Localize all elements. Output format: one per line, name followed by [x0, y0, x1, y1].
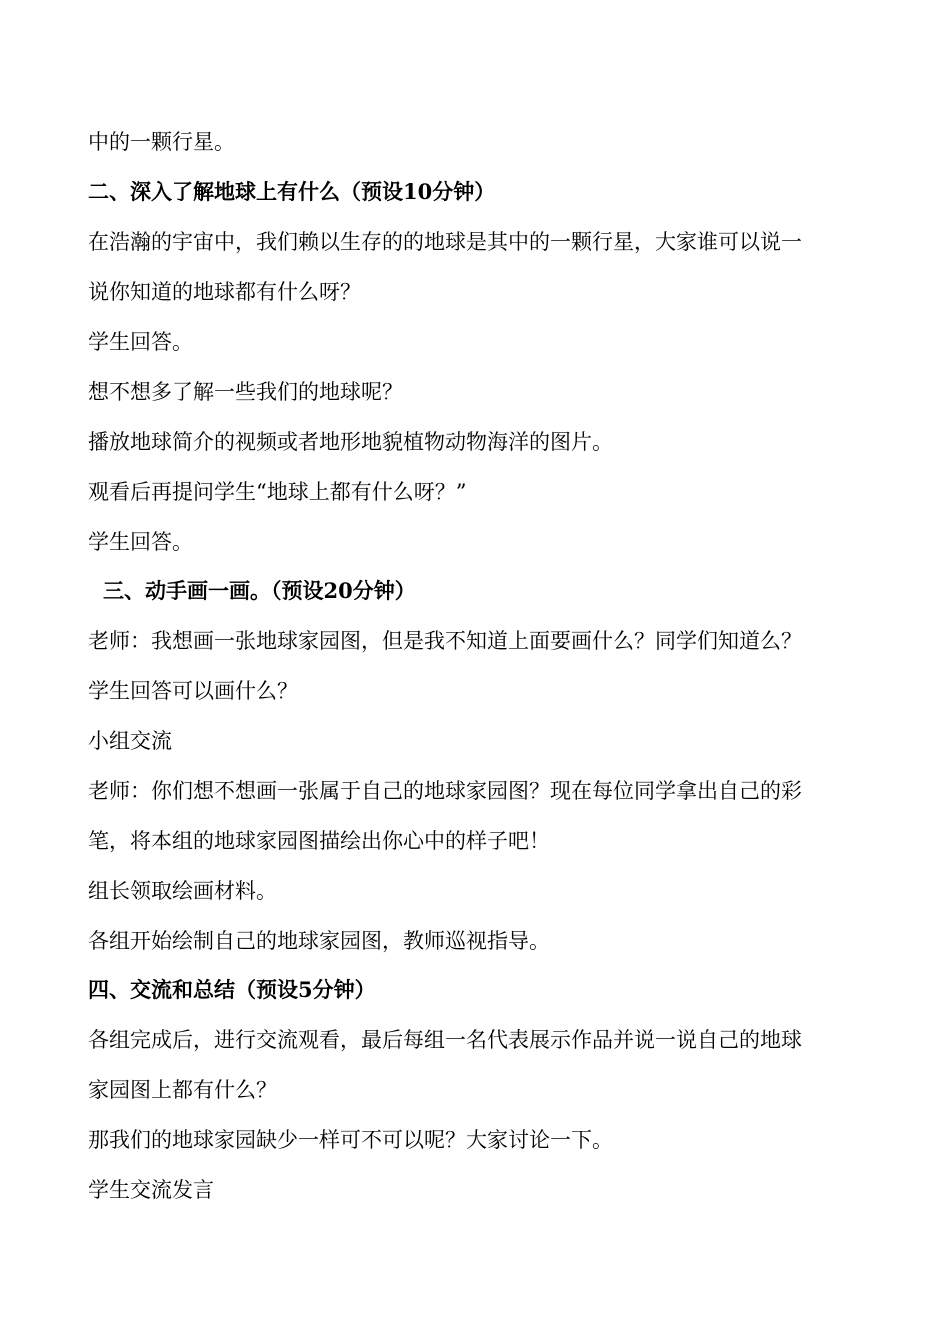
paragraph-line: 各组完成后，进行交流观看，最后每组一名代表展示作品并说一说自己的地球: [88, 1028, 802, 1052]
section-heading-2: 二、深入了解地球上有什么（预设10分钟）: [88, 179, 496, 204]
paragraph-line: 在浩瀚的宇宙中，我们赖以生存的的地球是其中的一颗行星，大家谁可以说一: [88, 230, 802, 254]
paragraph-line: 老师：你们想不想画一张属于自己的地球家园图？现在每位同学拿出自己的彩: [88, 779, 802, 803]
paragraph-line: 播放地球简介的视频或者地形地貌植物动物海洋的图片。: [88, 430, 613, 454]
paragraph-line: 学生交流发言: [88, 1178, 214, 1202]
paragraph-line: 小组交流: [88, 729, 172, 753]
paragraph-line: 学生回答。: [88, 530, 193, 554]
paragraph-line: 想不想多了解一些我们的地球呢？: [88, 380, 403, 404]
paragraph-line: 说你知道的地球都有什么呀？: [88, 280, 361, 304]
section-heading-3: 三、动手画一画。（预设20分钟）: [103, 578, 416, 603]
paragraph-line: 笔，将本组的地球家园图描绘出你心中的样子吧！: [88, 829, 550, 853]
paragraph-line: 家园图上都有什么？: [88, 1078, 277, 1102]
paragraph-line: 中的一颗行星。: [88, 130, 235, 154]
paragraph-line: 学生回答。: [88, 330, 193, 354]
paragraph-line: 观看后再提问学生“地球上都有什么呀？”: [88, 480, 467, 504]
paragraph-line: 那我们的地球家园缺少一样可不可以呢？大家讨论一下。: [88, 1128, 613, 1152]
section-heading-4: 四、交流和总结（预设5分钟）: [88, 977, 376, 1002]
paragraph-line: 各组开始绘制自己的地球家园图，教师巡视指导。: [88, 929, 550, 953]
paragraph-line: 组长领取绘画材料。: [88, 879, 277, 903]
paragraph-line: 老师：我想画一张地球家园图，但是我不知道上面要画什么？同学们知道么？: [88, 629, 802, 653]
paragraph-line: 学生回答可以画什么？: [88, 679, 298, 703]
